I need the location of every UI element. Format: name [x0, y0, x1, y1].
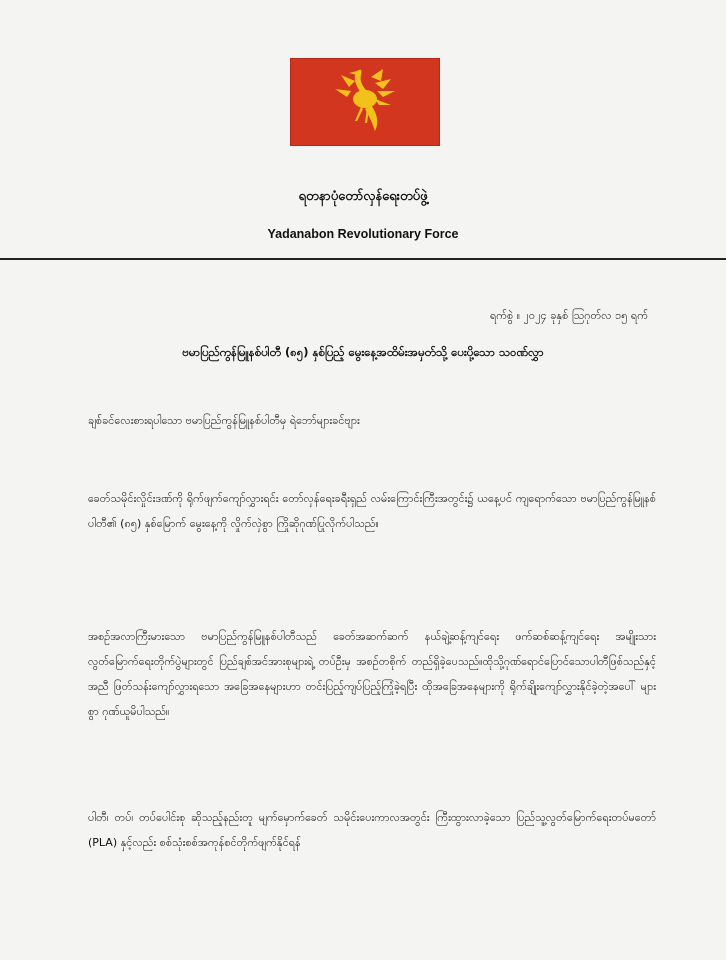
paragraph-2: အစဉ်အလာကြီးမားသော ဗမာပြည်ကွန်မြူနစ်ပါတီသည် ခေတ်အဆက်ဆက် နယ်ချဲ့ဆန့်ကျင်ရေး ဖက်ဆစ်ဆန့်ကျင်ရေး အမျိုးသားလွတ်မြောက်ရေးတိုက်ပွဲများတွင် ပြည်ချစ်အင်အားစုများရဲ့ တပ်ဦးမှ အစဉ်တစိုက် တည်ရှိခဲ့ပေသည်။ထိုသို့ဂုဏ်ရောင်ပြောင်သောပါတီဖြစ်သည်နှင့်အညီ ဖြတ်သန်းကျော်လွှားရသော အခြေအနေများဟာ တင်းပြည့်ကျပ်ပြည့်ကြုံခဲ့ရပြီး ထိုအခြေအနေများကို ရိုက်ချိုးကျော်လွှားနိုင်ခဲ့တဲ့အပေါ် များစွာ ဂုဏ်ယူမိပါသည်။: [88, 630, 656, 718]
paragraph-1: ခေတ်သမိုင်းလှိုင်းဒဏ်ကို ရိုက်ဖျက်ကျော်လွှားရင်း တော်လှန်ရေးခရီးရှည် လမ်းကြောင်းကြီးအတွင်း၌ ယနေ့ပင် ကျရောက်သော ဗမာပြည်ကွန်မြူနစ်ပါတီ၏ (၈၅) နှစ်မြောက် မွေးနေ့ကို လှိုက်လှဲစွာ ကြိုဆိုဂုဏ်ပြုလိုက်ပါသည်။: [88, 492, 656, 530]
header-divider: [0, 258, 726, 260]
statement-date: ရက်စွဲ ။ ၂၀၂၄ ခုနှစ် ဩဂုတ်လ ၁၅ ရက်: [489, 309, 648, 322]
paragraph-3: ပါတီ၊ တပ်၊ တပ်ပေါင်းစု ဆိုသည့်နည်းတူ မျက်မှောက်ခေတ် သမိုင်းပေးကာလအတွင်း ကြီးထွားလာခဲ့သော ပြည်သူ့လွတ်မြောက်ရေးတပ်မတော် (PLA) နှင့်လည်း စစ်သုံးစစ်အကုန်စင်တိုက်ဖျက်နိုင်ရန်: [88, 811, 656, 849]
organization-flag: [290, 58, 440, 146]
golden-bird-emblem-icon: [291, 59, 439, 145]
organization-name-english: Yadanabon Revolutionary Force: [267, 227, 459, 241]
salutation: ချစ်ခင်လေးစားရပါသော ဗမာပြည်ကွန်မြူနစ်ပါတီမှ ရဲဘော်များခင်ဗျား: [88, 414, 360, 427]
organization-name-burmese: ရတနာပုံတော်လှန်ရေးတပ်ဖွဲ့: [298, 189, 428, 204]
statement-title: ဗမာပြည်ကွန်မြူနစ်ပါတီ (၈၅) နှစ်ပြည့် မွေးနေ့အထိမ်းအမှတ်သို့ ပေးပို့သော သဝဏ်လွှာ: [182, 345, 544, 359]
